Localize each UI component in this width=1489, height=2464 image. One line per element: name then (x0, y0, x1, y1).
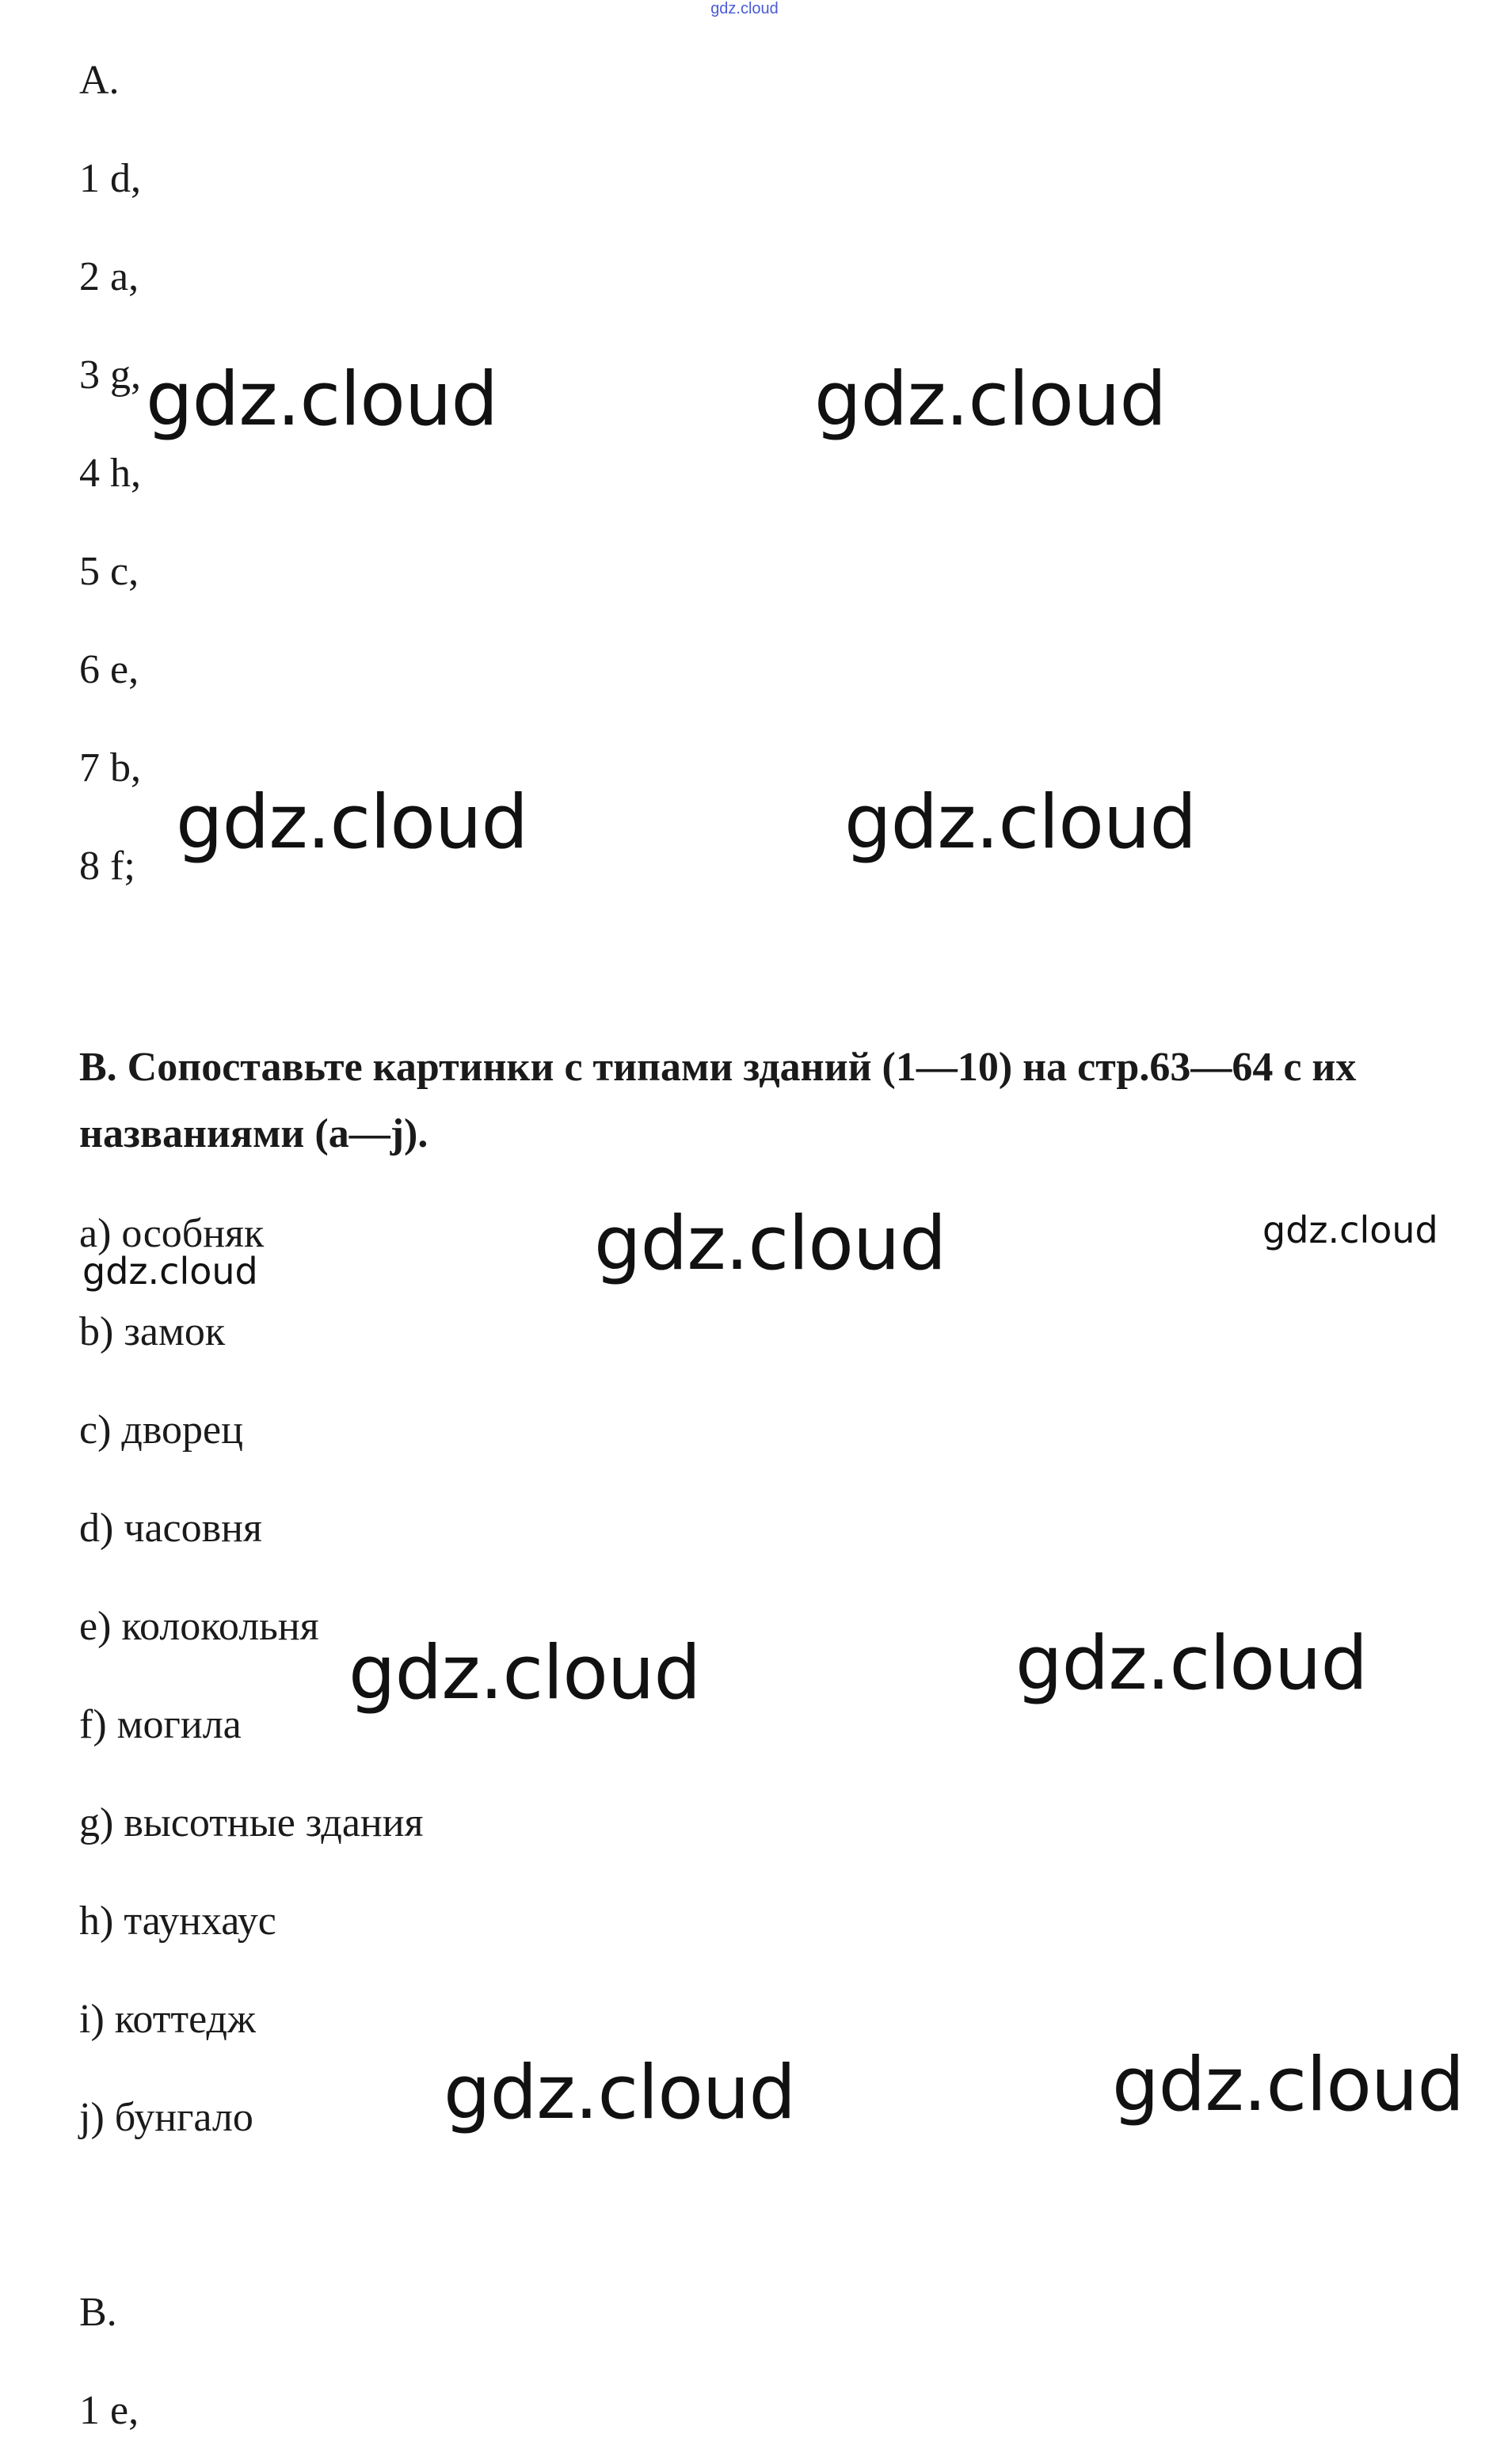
watermark: gdz.cloud (146, 356, 498, 443)
section-b-heading: B. Сопоставьте картинки с типами зданий (1—10) на стр.63—64 с их названиями (a—j). (79, 1045, 1357, 1156)
watermark: gdz.cloud (348, 1630, 701, 1716)
watermark: gdz.cloud (844, 779, 1197, 866)
option-item: j) бунгало (79, 2095, 253, 2140)
watermark: gdz.cloud (176, 779, 528, 866)
watermark: gdz.cloud (814, 356, 1167, 443)
option-item: a) особняк (79, 1211, 265, 1256)
top-watermark: gdz.cloud (710, 0, 779, 17)
answer-item: 2 a, (79, 254, 139, 299)
option-item: h) таунхаус (79, 1898, 276, 1944)
answer-item: 6 e, (79, 647, 139, 692)
answer-item: 3 g, (79, 352, 141, 398)
watermark: gdz.cloud (444, 2050, 796, 2136)
option-item: f) могила (79, 1702, 242, 1747)
answer-item: 7 b, (79, 745, 141, 790)
option-item: g) высотные здания (79, 1800, 424, 1845)
watermark: gdz.cloud (1112, 2042, 1464, 2128)
answer-item: 1 d, (79, 156, 141, 201)
answer-item: 1 e, (79, 2388, 139, 2433)
section-a-label: A. (79, 58, 120, 103)
watermark: gdz.cloud (1262, 1209, 1438, 1251)
answer-item: 5 c, (79, 549, 139, 594)
watermark: gdz.cloud (82, 1250, 258, 1293)
answer-item: 8 f; (79, 844, 135, 889)
watermark: gdz.cloud (594, 1201, 946, 1287)
option-item: c) дворец (79, 1407, 243, 1453)
watermark: gdz.cloud (1015, 1620, 1368, 1707)
option-item: i) коттедж (79, 1997, 256, 2042)
section-b-answer-label: B. (79, 2290, 117, 2335)
option-item: e) колокольня (79, 1604, 319, 1649)
option-item: d) часовня (79, 1506, 262, 1551)
option-item: b) замок (79, 1309, 226, 1354)
answer-item: 4 h, (79, 451, 141, 496)
